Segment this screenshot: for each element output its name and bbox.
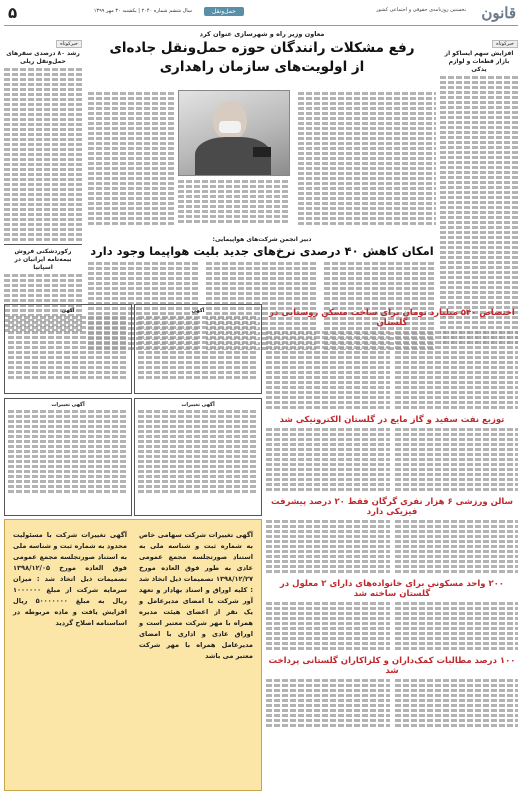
notice-box-1 <box>4 304 132 394</box>
lead-kicker: معاون وزیر راه و شهرسازی عنوان کرد <box>199 30 325 38</box>
divider <box>4 244 82 245</box>
notice-box-4 <box>134 398 262 516</box>
lead-headline-2: از اولویت‌های سازمان راهداری <box>159 59 365 75</box>
lead-body-left <box>88 92 174 227</box>
lead-headline-1: رفع مشکلات رانندگان حوزه حمل‌ونقل جاده‌ای <box>109 40 415 56</box>
second-headline: امکان کاهش ۴۰ درصدی نرخ‌های جدید بلیت هواپیما وجود دارد <box>90 244 434 258</box>
notice-title-1: آگهی <box>61 308 75 314</box>
right-column-tag: خبر‌کوتاه <box>492 40 518 48</box>
section-tag: حمل‌ونقل <box>204 7 244 16</box>
notice-title-4: آگهی تغییرات <box>181 402 215 408</box>
right-column-title: افزایش سهم ایساکو از بازار قطعات و لوازم یدکی <box>444 50 514 73</box>
news-headline-5: ۱۰۰ درصد مطالبات کمک‌داران و کلزاکاران گلستانی پرداخت شد <box>268 656 516 676</box>
lead-story <box>88 30 436 300</box>
yellow-notice-right: آگهی تغییرات شرکت سهامی خاص به شماره ثبت و شناسه ملی به استناد صورتجلسه مجمع عمومی عادی به طور فوق العاده مورخ ۱۳۹۸/۱۲/۲۷ تصمیمات ذیل اتخاذ شد : کلیه اوراق و اسناد بهادار و تعهد آور شرکت با امضای مدیرعامل و یک نفر از اعضای هیئت مدیره همراه با مهر شرکت معتبر است و اوراق عادی و اداری با امضای مدیرعامل همراه با مهر شرکت معتبر می باشد <box>139 531 253 660</box>
notice-box-2 <box>134 304 262 394</box>
masthead <box>4 4 518 26</box>
second-kicker: دبیر انجمن شرکت‌های هواپیمایی: <box>212 236 312 243</box>
news-headline-2: توزیع نفت سفید و گاز مایع در گلستان الکترونیکی شد <box>279 415 505 425</box>
left-column-title: رشد ۸۰ درصدی سفرهای حمل‌ونقل ریلی <box>6 50 80 65</box>
news-headline-1: اختصاص ۵۴۰ میلیارد تومان برای ساخت مسکن روستایی در گلستان <box>269 308 515 328</box>
yellow-notice <box>4 519 262 791</box>
lower-section <box>4 304 518 794</box>
left-column-body <box>4 68 82 241</box>
newspaper-logo: قانون <box>481 4 516 22</box>
notice-title-3: آگهی تغییرات <box>51 402 85 408</box>
notice-title-2: آگهی <box>191 308 205 314</box>
lead-photo <box>178 90 290 176</box>
yellow-notice-left: آگهی تغییرات شرکت با مسئولیت محدود به شماره ثبت و شناسه ملی به استناد صورتجلسه مجمع عمومی فوق العاده مورخ ۱۳۹۸/۱۲/۰۵ تصمیمات ذیل اتخاذ شد : میزان سرمایه شرکت از مبلغ ۱۰۰۰۰۰۰ ریال به مبلغ ۵۰۰۰۰۰۰۰ ریال افزایش یافت و ماده مربوطه در اساسنامه اصلاح گردید <box>13 531 127 627</box>
left-column-tag: خبر‌کوتاه <box>56 40 82 48</box>
left-column-subtitle: رکورد‌شکنی فروش بیمه‌نامه ایرانیان در اسپانیا <box>14 248 72 271</box>
page-number: ۵ <box>8 4 18 22</box>
dateline: سال ششم شماره ۲۰۴۰ | یکشنبه ۳۰ مهر ۱۳۹۹ <box>93 8 192 14</box>
news-headline-3: سالن ورزشی ۶ هزار نفری گرگان فقط ۲۰ درصد پیشرفت فیزیکی دارد <box>271 497 513 517</box>
newspaper-page <box>4 4 518 794</box>
lead-body-right <box>298 92 436 227</box>
right-column <box>440 30 518 346</box>
news-headline-4: ۲۰۰ واحد مسکونی برای خانواده‌های دارای ۲ معلول در گلستان ساخته شد <box>279 579 505 599</box>
notices-area <box>4 304 262 794</box>
left-column <box>4 30 82 334</box>
lead-body-under-photo <box>178 180 290 225</box>
news-column <box>266 304 518 794</box>
tagline: نخستین روزنامه‌ی حقوقی و اجتماعی کشور <box>376 7 466 13</box>
notice-box-3 <box>4 398 132 516</box>
